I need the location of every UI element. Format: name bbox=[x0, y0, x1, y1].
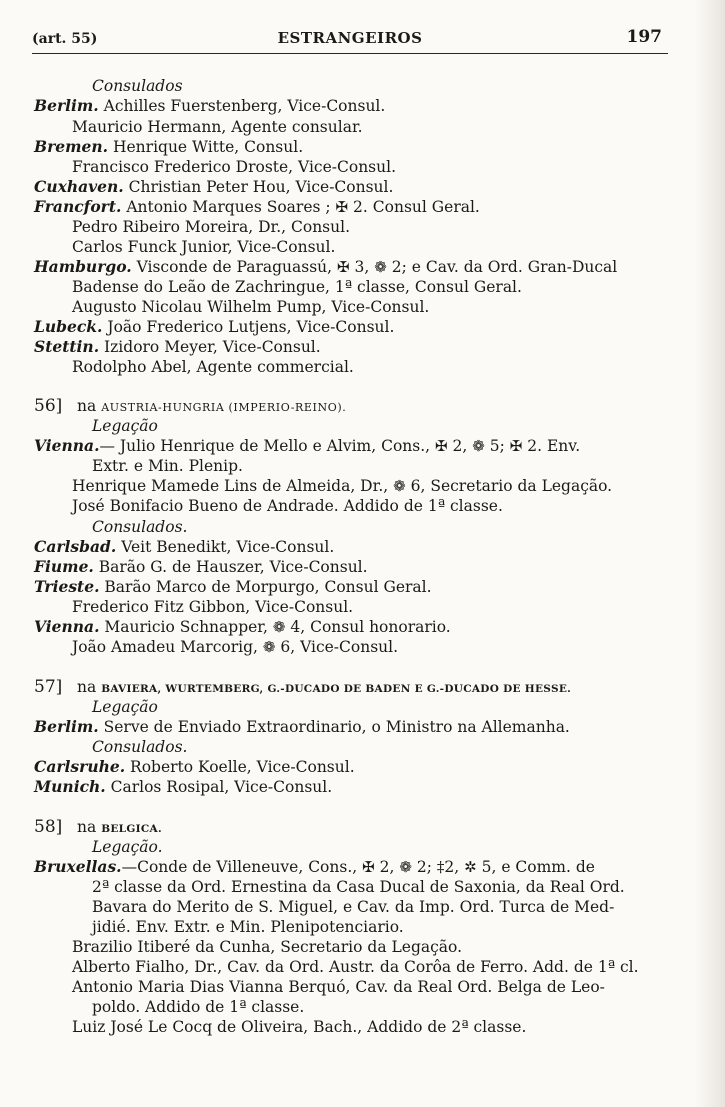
entry-line: Pedro Ribeiro Moreira, Dr., Consul. bbox=[72, 218, 351, 236]
entry-line: jidié. Env. Extr. e Min. Plenipotenciario. bbox=[92, 918, 404, 936]
page-number: 197 bbox=[626, 27, 662, 47]
rose-order-icon: ❁ bbox=[262, 638, 276, 656]
entry-line: Cuxhaven. Christian Peter Hou, Vice-Consul. bbox=[34, 177, 394, 196]
entry-line: poldo. Addido de 1ª classe. bbox=[92, 998, 305, 1016]
subheading-consulados: Consulados bbox=[92, 77, 183, 95]
entry-line: Extr. e Min. Plenip. bbox=[92, 457, 243, 475]
entry-line: Brazilio Itiberé da Cunha, Secretario da Legação. bbox=[72, 938, 463, 956]
page-title: ESTRANGEIROS bbox=[277, 29, 423, 47]
article-ref: (art. 55) bbox=[32, 31, 98, 47]
entry-line: Francisco Frederico Droste, Vice-Consul. bbox=[72, 158, 397, 176]
entry-line: Munich. Carlos Rosipal, Vice-Consul. bbox=[34, 777, 333, 796]
entry-line: 2ª classe da Ord. Ernestina da Casa Ducal de Saxonia, da Real Ord. bbox=[92, 878, 625, 896]
cross-order-icon: ✠ bbox=[435, 437, 448, 455]
cross-order-icon: ✠ bbox=[362, 858, 375, 876]
subheading-legacao: Legação bbox=[92, 417, 158, 435]
entry-line: Vienna.— Julio Henrique de Mello e Alvim, Cons., ✠ 2, ❁ 5; ✠ 2. Env. bbox=[34, 436, 581, 455]
entry-line: Henrique Mamede Lins de Almeida, Dr., ❁ 6, Secretario da Legação. bbox=[72, 477, 613, 495]
entry-line: Vienna. Mauricio Schnapper, ❁ 4, Consul honorario. bbox=[34, 617, 451, 636]
section-57-heading: 57] na BAVIERA, WURTEMBERG, G.-DUCADO DE BADEN E G.-DUCADO DE HESSE. bbox=[34, 677, 572, 697]
double-cross-order-icon: ‡ bbox=[436, 858, 445, 876]
entry-line: Mauricio Hermann, Agente consular. bbox=[72, 118, 363, 136]
page-edge-shadow bbox=[695, 0, 725, 1107]
entry-line: Carlos Funck Junior, Vice-Consul. bbox=[72, 238, 336, 256]
entry-line: Luiz José Le Cocq de Oliveira, Bach., Addido de 2ª classe. bbox=[72, 1018, 527, 1036]
entry-line: Fiume. Barão G. de Hauszer, Vice-Consul. bbox=[34, 557, 368, 576]
entry-line: Alberto Fialho, Dr., Cav. da Ord. Austr. da Corôa de Ferro. Add. de 1ª cl. bbox=[72, 958, 639, 976]
subheading-legacao: Legação bbox=[92, 698, 158, 716]
rose-order-icon: ❁ bbox=[374, 258, 387, 276]
entry-line: Hamburgo. Visconde de Paraguassú, ✠ 3, ❁ 2; e Cav. da Ord. Gran-Ducal bbox=[34, 257, 618, 276]
star-order-icon: ✲ bbox=[464, 858, 477, 876]
running-header bbox=[32, 27, 668, 54]
rose-order-icon: ❁ bbox=[272, 618, 286, 636]
entry-line: Rodolpho Abel, Agente commercial. bbox=[72, 358, 354, 376]
entry-line: Francfort. Antonio Marques Soares ; ✠ 2. Consul Geral. bbox=[34, 197, 480, 216]
section-56-heading: 56] na AUSTRIA-HUNGRIA (IMPERIO-REINO). bbox=[34, 396, 347, 416]
rose-order-icon: ❁ bbox=[393, 477, 406, 495]
entry-line: Badense do Leão de Zachringue, 1ª classe, Consul Geral. bbox=[72, 278, 522, 296]
entry-line: Bremen. Henrique Witte, Consul. bbox=[34, 137, 304, 156]
cross-order-icon: ✠ bbox=[337, 258, 350, 276]
entry-line: Carlsruhe. Roberto Koelle, Vice-Consul. bbox=[34, 757, 355, 776]
rose-order-icon: ❁ bbox=[399, 858, 412, 876]
entry-line: Augusto Nicolau Wilhelm Pump, Vice-Consul. bbox=[72, 298, 430, 316]
entry-line: José Bonifacio Bueno de Andrade. Addido de 1ª classe. bbox=[72, 497, 503, 515]
cross-order-icon: ✠ bbox=[509, 437, 523, 455]
entry-line: Trieste. Barão Marco de Morpurgo, Consul Geral. bbox=[34, 577, 432, 596]
entry-line: João Amadeu Marcorig, ❁ 6, Vice-Consul. bbox=[72, 638, 399, 656]
subheading-consulados: Consulados. bbox=[92, 738, 188, 756]
rose-order-icon: ❁ bbox=[472, 437, 485, 455]
entry-line: Berlim. Achilles Fuerstenberg, Vice-Consul. bbox=[34, 96, 386, 115]
section-58-heading: 58] na BELGICA. bbox=[34, 817, 162, 837]
cross-order-icon: ✠ bbox=[335, 198, 349, 216]
entry-line: Bavara do Merito de S. Miguel, e Cav. da Imp. Ord. Turca de Med- bbox=[92, 898, 615, 916]
entry-line: Stettin. Izidoro Meyer, Vice-Consul. bbox=[34, 337, 321, 356]
subheading-consulados: Consulados. bbox=[92, 518, 188, 536]
subheading-legacao: Legação. bbox=[92, 838, 163, 856]
entry-line: Bruxellas.—Conde de Villeneuve, Cons., ✠ 2, ❁ 2; ‡2, ✲ 5, e Comm. de bbox=[34, 857, 595, 876]
entry-line: Berlim. Serve de Enviado Extraordinario, o Ministro na Allemanha. bbox=[34, 717, 570, 736]
entry-line: Antonio Maria Dias Vianna Berquó, Cav. da Real Ord. Belga de Leo- bbox=[72, 978, 605, 996]
entry-line: Carlsbad. Veit Benedikt, Vice-Consul. bbox=[34, 537, 335, 556]
entry-line: Lubeck. João Frederico Lutjens, Vice-Consul. bbox=[34, 317, 395, 336]
entry-line: Frederico Fitz Gibbon, Vice-Consul. bbox=[72, 598, 354, 616]
